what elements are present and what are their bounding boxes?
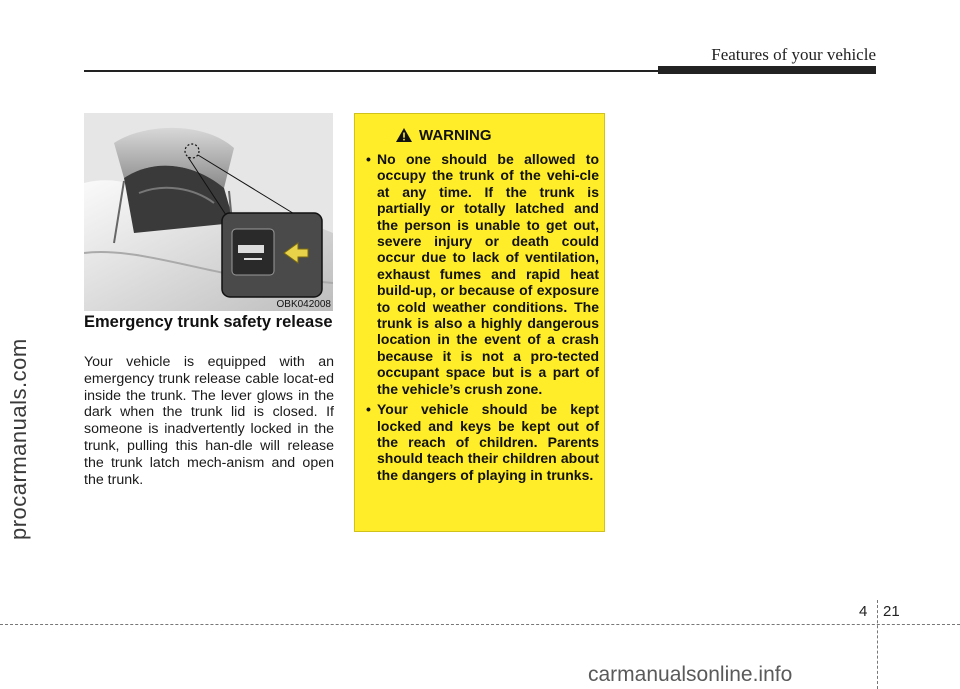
section-body: Your vehicle is equipped with an emergency trunk release cable locat-ed inside the trunk. The lever glows in the dark when the trunk lid is closed. If someone is inadvertently locked in the trunk, pulling this han-dle will release the trunk latch mech-anism and open the trunk. (84, 354, 334, 488)
warning-header (395, 124, 492, 146)
header-rule (84, 70, 660, 72)
chapter-number: 4 (859, 603, 868, 620)
section-title: Emergency trunk safety release (84, 313, 333, 331)
page-number: 21 (883, 603, 900, 620)
page-header-title: Features of your vehicle (711, 45, 876, 64)
warning-list (365, 151, 599, 487)
warning-title: WARNING (419, 126, 492, 144)
warning-box (354, 113, 605, 532)
bottom-watermark: carmanualsonline.info (588, 663, 793, 686)
footer-rule (0, 624, 960, 625)
figure-code: OBK042008 (276, 299, 331, 310)
warning-item: • Your vehicle should be kept locked and keys be kept out of the reach of children. Parents should teach their children about the dangers of playing in trunks. (365, 401, 599, 483)
trunk-release-illustration (84, 113, 333, 311)
warning-triangle-icon (395, 127, 413, 143)
header-rule-accent (658, 66, 876, 74)
side-watermark: procarmanuals.com (6, 338, 31, 540)
warning-item: • No one should be allowed to occupy the trunk of the vehi-cle at any time. If the trunk is partially or totally latched and the person is unable to get out, severe injury or death could occur due to lack of ventilation, exhaust fumes and rapid heat build-up, or because of exposure to cold weather conditions. The trunk is also a highly dangerous location in the event of a crash because it is not a pro-tected occupant space but is a part of the vehicle’s crush zone. (365, 151, 599, 397)
footer-divider (877, 600, 878, 689)
trunk-illustration-svg (84, 113, 333, 311)
